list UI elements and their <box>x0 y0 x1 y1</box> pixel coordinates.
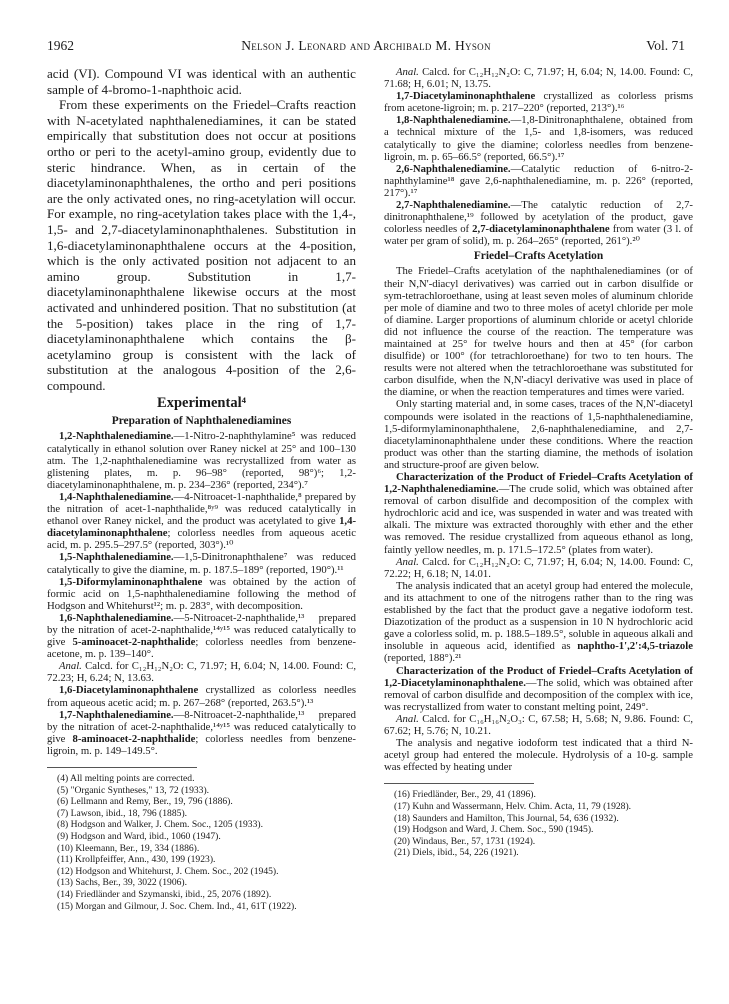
footnote: (10) Kleemann, Ber., 19, 334 (1886). <box>57 842 200 854</box>
footnote: (18) Saunders and Hamilton, This Journal, 54, 636 (1932). <box>394 812 619 824</box>
footnote: (21) Diels, ibid., 54, 226 (1921). <box>394 847 519 859</box>
footnote: (12) Hodgson and Whitehurst, J. Chem. Soc., 202 (1945). <box>57 865 279 877</box>
footnote: (9) Hodgson and Ward, ibid., 1060 (1947). <box>57 830 221 842</box>
footnote-list <box>384 789 693 859</box>
entry-text: —Catalytic reduction of 6-nitro-2-naphthylamine¹⁸ gave 2,6-naphthalenediamine, m. p. 226° (reported, 217°).¹⁷ <box>384 162 693 199</box>
entry <box>47 612 356 660</box>
entry-text: —1-Nitro-2-naphthylamine⁵ was reduced catalytically in ethanol solution over Raney nickel at 25° and 100–130 atm. The 1,2-naphthalenediamine was recrystallized from water as glistening plates, m. p. 96–98° (reported, 98°)⁶; 1,2-diacetylaminonaphthalene, m. p. 234–236° (reported, 234°).⁷ <box>47 430 356 491</box>
footnote: (14) Friedländer and Szymanski, ibid., 25, 2076 (1892). <box>57 888 272 900</box>
footnote: (20) Windaus, Ber., 57, 1731 (1924). <box>394 835 536 847</box>
entry-text: —5-Nitroacet-2-naphthalide,¹³ prepared by the nitration of acet-2-naphthalide,¹⁴ʸ¹⁵ was reduced catalytically to give <box>47 611 356 649</box>
entry-text: The analysis indicated that an acetyl group had entered the molecule, and its attachment to one of the nitrogens rather than to the ring was established by the fact that the product gave a negative iodoform test. Diazotization of the product as a suspension in 10 N hydrochloric acid gave a colorless solid, m. p. 188.5–189.5°, soluble in aqueous alkali and insoluble in aqueous acid, identified as <box>384 579 693 653</box>
run-in-heading: Characterization of the Product of Friedel–Crafts Acetylation of 1,2-Diacetylaminonaphthalene. <box>384 664 693 689</box>
entry <box>384 471 693 556</box>
run-in-heading: Characterization of the Product of Friedel–Crafts Acetylation of 1,2-Naphthalenediamine. <box>384 471 693 496</box>
anal-label: Anal. <box>396 555 419 568</box>
page-number: 1962 <box>47 38 74 53</box>
paragraph: From these experiments on the Friedel–Crafts reaction with N-acetylated naphthalenediamines, it can be stated empirically that substitution does not occur at positions ortho or peri to the acetyl-amino group, evidently due to steric hindrance. When, as in certain of the diacetylaminonaphthalenes, the ortho and peri positions are the only activated ones, no ring-acetylation will occur. For example, no ring-acetylation takes place with the 1,4-, 1,5- and 2,7-diacetylaminonaphthalenes. Substitution in 1,6-diacetylaminonaphthalene occurs at the 4-position, which is the only activated position not adjacent to an amino group. Substitution in 1,7-diacetylaminonaphthalene likewise occurs at the most activated and unhindered position. That no substitution (at the 5-position) takes place in the ring of 1,7-diacetylaminonaphthalene which contains the β-acetylamino group is consistent with the lack of substitution at the analogous 4-position of the 2,6-compound. <box>47 97 356 393</box>
entry <box>47 709 356 757</box>
footnote: (8) Hodgson and Walker, J. Chem. Soc., 1205 (1933). <box>57 819 263 831</box>
paragraph <box>384 580 693 665</box>
entry-text: —4-Nitroacet-1-naphthalide,⁸ prepared by the nitration of acet-1-naphthalide,⁸ʸ⁹ was reduced catalytically in ethanol over Raney nickel, and the product was acetylated to give <box>47 490 356 528</box>
footnote-list <box>47 773 356 912</box>
compound-name: 1,7-Diacetylaminonaphthalene <box>396 90 536 103</box>
anal-label: Anal. <box>59 660 82 673</box>
entry-text: —The catalytic reduction of 2,7-dinitronaphthalene,¹⁹ followed by acetylation of the product, gave colorless needles of <box>384 199 693 236</box>
compound-name: 2,7-diacetylaminonaphthalene <box>472 223 610 236</box>
volume-label: Vol. 71 <box>646 38 685 53</box>
analysis-text: Calcd. for C₁₂H₁₂N₂O: C, 71.97; H, 6.04; N, 14.00. Found: C, 72.22; H, 6.18; N, 14.01. <box>384 555 693 580</box>
left-column <box>47 66 356 912</box>
footnote: (17) Kuhn and Wassermann, Helv. Chim. Acta, 11, 79 (1928). <box>394 800 632 812</box>
entry-text: —The crude solid, which was obtained after removal of carbon disulfide and decomposition of the complex with hydrochloric acid and ice, was suspended in water and was treated with alkali. The mixture was extracted thoroughly with ether and the ether was removed. The residue crystallized from aqueous ethanol as long, faintly yellow needles, m. p. 171.5–172.5° (plates from water). <box>384 483 693 556</box>
compound-name: 1,4-Naphthalenediamine. <box>59 490 174 503</box>
entry-text: (reported, 188°).²¹ <box>384 652 462 665</box>
entry <box>47 684 356 708</box>
entry <box>384 199 693 247</box>
compound-name: naphtho-1',2':4,5-triazole <box>577 640 693 653</box>
entry <box>384 114 693 162</box>
subsection-heading: Friedel–Crafts Acetylation <box>473 250 604 263</box>
footnote: (4) All melting points are corrected. <box>57 773 195 784</box>
analysis-text: Calcd. for C₁₆H₁₆N₂O₃: C, 67.58; H, 5.68; N, 9.86. Found: C, 67.62; H, 5.76; N, 10.21. <box>384 712 693 737</box>
section-heading-experimental: Experimental⁴ <box>157 395 246 412</box>
footnote-divider <box>384 783 534 784</box>
footnote-divider <box>47 767 197 768</box>
entry-text: was obtained by the action of formic acid on 1,5-naphthalenediamine following the method of Hodgson and Whitehurst¹²; m. p. 283°, with decomposition. <box>47 575 356 612</box>
paragraph: acid (VI). Compound VI was identical with an authentic sample of 4-bromo-1-naphthoic acid. <box>47 66 356 97</box>
running-title: Nelson J. Leonard and Archibald M. Hyson <box>241 38 491 53</box>
analysis <box>47 660 356 684</box>
entry <box>384 90 693 114</box>
footnote: (11) Krollpfeiffer, Ann., 430, 199 (1923). <box>57 854 216 866</box>
paragraph: Only starting material and, in some cases, traces of the N,N'-diacetyl compounds were isolated in the reactions of 1,5-naphthalenediamine, 1,5-diformylaminonaphthalene, 2,6-naphthalenediamine, and 2,7-diacetylaminonaphthalene under these conditions. Where the reaction product was other than the starting diamine, the methods of isolation and structure-proof are given below. <box>384 398 693 471</box>
compound-name: 1,6-Naphthalenediamine. <box>59 611 174 624</box>
footnote: (16) Friedländer, Ber., 29, 41 (1896). <box>394 789 536 801</box>
entry-text: —1,5-Dinitronaphthalene⁷ was reduced catalytically to give the diamine, m. p. 187.5–189° (reported, 190°).¹¹ <box>47 551 356 576</box>
compound-name: 1,4-diacetylaminonaphthalene <box>47 515 356 540</box>
analysis-text: Calcd. for C₁₂H₁₂N₂O: C, 71.97; H, 6.04; N, 14.00. Found: C, 72.23; H, 6.24; N, 13.63. <box>47 660 356 685</box>
analysis <box>384 713 693 737</box>
entry-text: crystallized as colorless prisms from acetone-ligroin; m. p. 217–220° (reported, 213°).¹⁶ <box>384 90 693 115</box>
compound-name: 5-aminoacet-2-naphthalide <box>72 636 196 649</box>
anal-label: Anal. <box>396 66 419 78</box>
paragraph: The Friedel–Crafts acetylation of the naphthalenediamines (or of their N,N'-diacyl derivatives) was carried out in carbon disulfide or sym-tetrachloroethane, using at least seven moles of aluminum chloride per mole of diamine and two to three moles of acetyl chloride per mole of diamine. Larger proportions of aluminum chloride or acetyl chloride did not influence the course of the reaction. The temperature was maintained at 25° for twelve hours and then at 45° (for carbon disulfide) or 100° (for tetrachloroethane) for two to ten hours. The results were not altered when the tetrachloroethane was substituted for carbon disulfide, when the N,N'-diacyl derivative was used in place of the diamine, or when the reaction temperatures and times were varied. <box>384 265 693 399</box>
compound-name: 8-aminoacet-2-naphthalide <box>72 732 196 745</box>
compound-name: 2,6-Naphthalenediamine. <box>396 162 511 175</box>
analysis <box>384 66 693 90</box>
entry <box>384 665 693 713</box>
entry <box>384 163 693 199</box>
compound-name: 1,2-Naphthalenediamine. <box>59 430 174 443</box>
anal-label: Anal. <box>396 712 419 725</box>
analysis <box>384 556 693 580</box>
entry-text: ; colorless needles from benzene-acetone, m. p. 139–140°. <box>47 636 356 661</box>
entry-text: ; colorless needles from benzene-ligroin, m. p. 149–149.5°. <box>47 732 356 757</box>
entry-text: —8-Nitroacet-2-naphthalide,¹³ prepared by the nitration of acet-2-naphthalide,¹⁴ʸ¹⁵ was reduced catalytically to give <box>47 708 356 745</box>
right-column <box>384 66 693 859</box>
compound-name: 1,8-Naphthalenediamine. <box>396 114 511 127</box>
running-header <box>47 38 685 56</box>
analysis-text: Calcd. for C₁₂H₁₂N₂O: C, 71.97; H, 6.04; N, 14.00. Found: C, 71.68; H, 6.01; N, 13.75. <box>384 66 693 91</box>
footnote: (5) "Organic Syntheses," 13, 72 (1933). <box>57 784 210 796</box>
entry-text: —The solid, which was obtained after removal of carbon disulfide and decomposition of the complex with ice, was recrystallized from water to constant melting point, 249°. <box>384 676 693 713</box>
entry <box>47 491 356 551</box>
compound-name: 1,5-Diformylaminonaphthalene <box>59 575 203 588</box>
entry-text: from water (3 l. of water per gram of solid), m. p. 264–265° (reported, 261°).²⁰ <box>384 223 693 248</box>
entry-text: —1,8-Dinitronaphthalene, obtained from a technical mixture of the 1,5- and 1,8-isomers, was reduced catalytically to give the diamine; colorless needles from benzene-ligroin, m. p. 65–66.5° (reported, 66.5°).¹⁷ <box>384 114 693 163</box>
entry <box>47 430 356 490</box>
entry <box>47 551 356 575</box>
footnote: (15) Morgan and Gilmour, J. Soc. Chem. Ind., 41, 61T (1922). <box>57 900 297 912</box>
entry-text: ; colorless needles from aqueous acetic acid, m. p. 295.5–297.5° (reported, 303°).¹⁰ <box>47 527 356 552</box>
footnote: (19) Hodgson and Ward, J. Chem. Soc., 590 (1945). <box>394 824 594 836</box>
entry-text: crystallized as colorless needles from aqueous acetic acid; m. p. 267–268° (reported, 263.5°).¹³ <box>47 684 356 709</box>
compound-name: 2,7-Naphthalenediamine. <box>396 199 511 212</box>
compound-name: 1,5-Naphthalenediamine. <box>59 551 174 564</box>
entry <box>47 576 356 612</box>
footnote: (13) Sachs, Ber., 39, 3022 (1906). <box>57 877 188 889</box>
paragraph: The analysis and negative iodoform test indicated that a third N-acetyl group had entered the molecule. Hydrolysis of a 10-g. sample was effected by heating under <box>384 737 693 774</box>
footnote: (7) Lawson, ibid., 18, 796 (1885). <box>57 807 188 819</box>
subsection-heading: Preparation of Naphthalenediamines <box>111 415 292 428</box>
compound-name: 1,7-Naphthalenediamine. <box>59 708 174 721</box>
compound-name: 1,6-Diacetylaminonaphthalene <box>59 684 199 697</box>
footnote: (6) Lellmann and Remy, Ber., 19, 796 (1886). <box>57 796 233 808</box>
